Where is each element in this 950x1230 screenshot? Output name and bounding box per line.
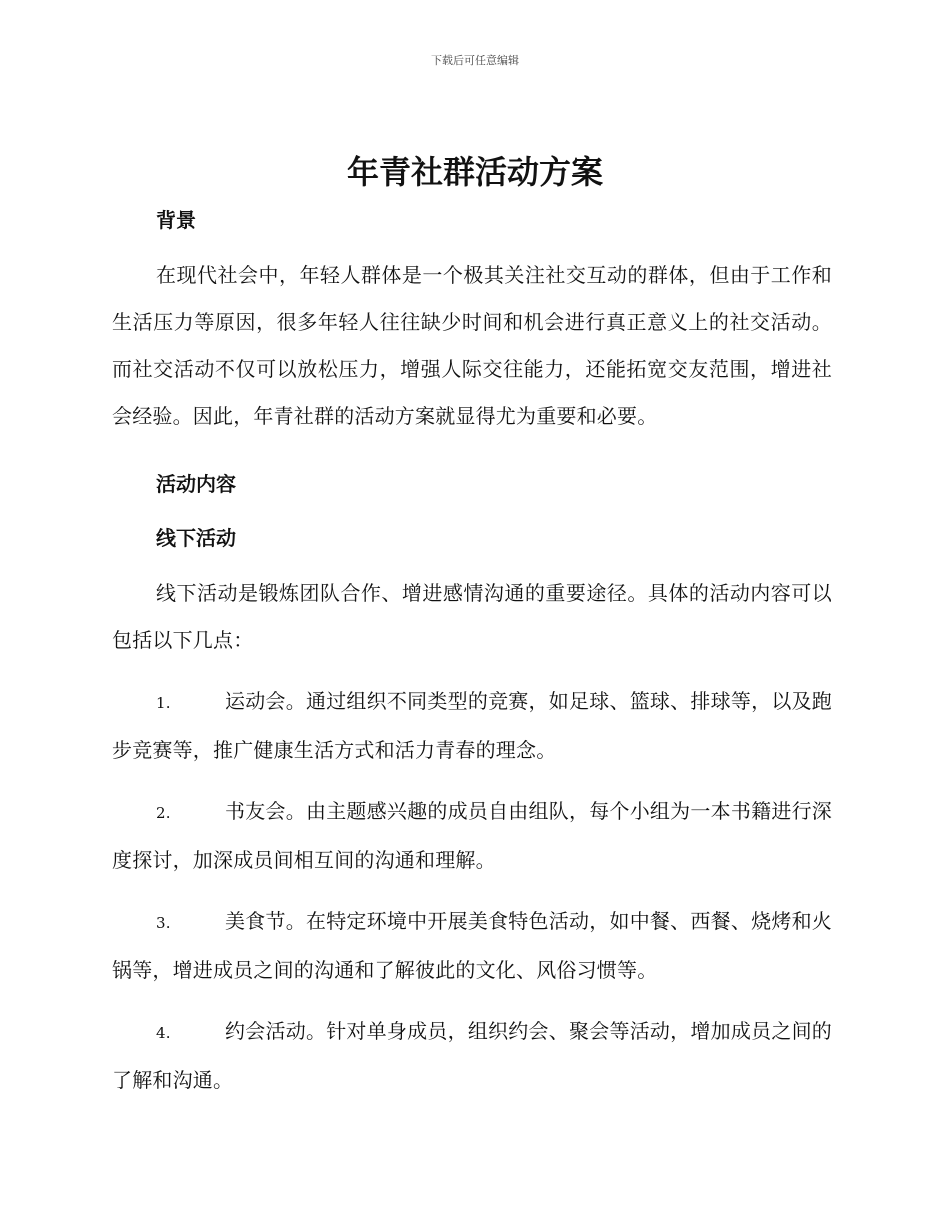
background-paragraph: 在现代社会中，年轻人群体是一个极其关注社交互动的群体，但由于工作和生活压力等原因，很多年轻人往往缺少时间和机会进行真正意义上的社交活动。而社交活动不仅可以放松压力，增强人际交往能力，还能拓宽交友范围，增进社会经验。因此，年青社群的活动方案就显得尤为重要和必要。 [112,263,832,428]
list-item-number: 3. [156,914,171,932]
list-item-number: 2. [156,804,171,822]
list-item-number: 4. [156,1024,171,1042]
section-heading-activity-content: 活动内容 [156,472,236,496]
list-item-number: 1. [156,694,171,712]
list-item-text: 书友会。由主题感兴趣的成员自由组队，每个小组为一本书籍进行深度探讨，加深成员间相互间的沟通和理解。 [112,799,832,872]
list-item-text: 运动会。通过组织不同类型的竞赛，如足球、篮球、排球等，以及跑步竞赛等，推广健康生活方式和活力青春的理念。 [112,689,832,762]
document-title: 年青社群活动方案 [346,153,603,191]
list-item [112,898,832,994]
section-heading-offline: 线下活动 [156,526,236,550]
offline-intro-paragraph: 线下活动是锻炼团队合作、增进感情沟通的重要途径。具体的活动内容可以包括以下几点： [112,581,832,652]
list-item [112,788,832,884]
list-item-text: 美食节。在特定环境中开展美食特色活动，如中餐、西餐、烧烤和火锅等，增进成员之间的沟通和了解彼此的文化、风俗习惯等。 [112,909,832,982]
header-note: 下载后可任意编辑 [431,54,519,67]
list-item-text: 约会活动。针对单身成员，组织约会、聚会等活动，增加成员之间的了解和沟通。 [112,1019,832,1092]
document-body [112,198,832,1104]
section-heading-background: 背景 [156,208,196,232]
list-item [112,1008,832,1104]
list-item [112,678,832,774]
